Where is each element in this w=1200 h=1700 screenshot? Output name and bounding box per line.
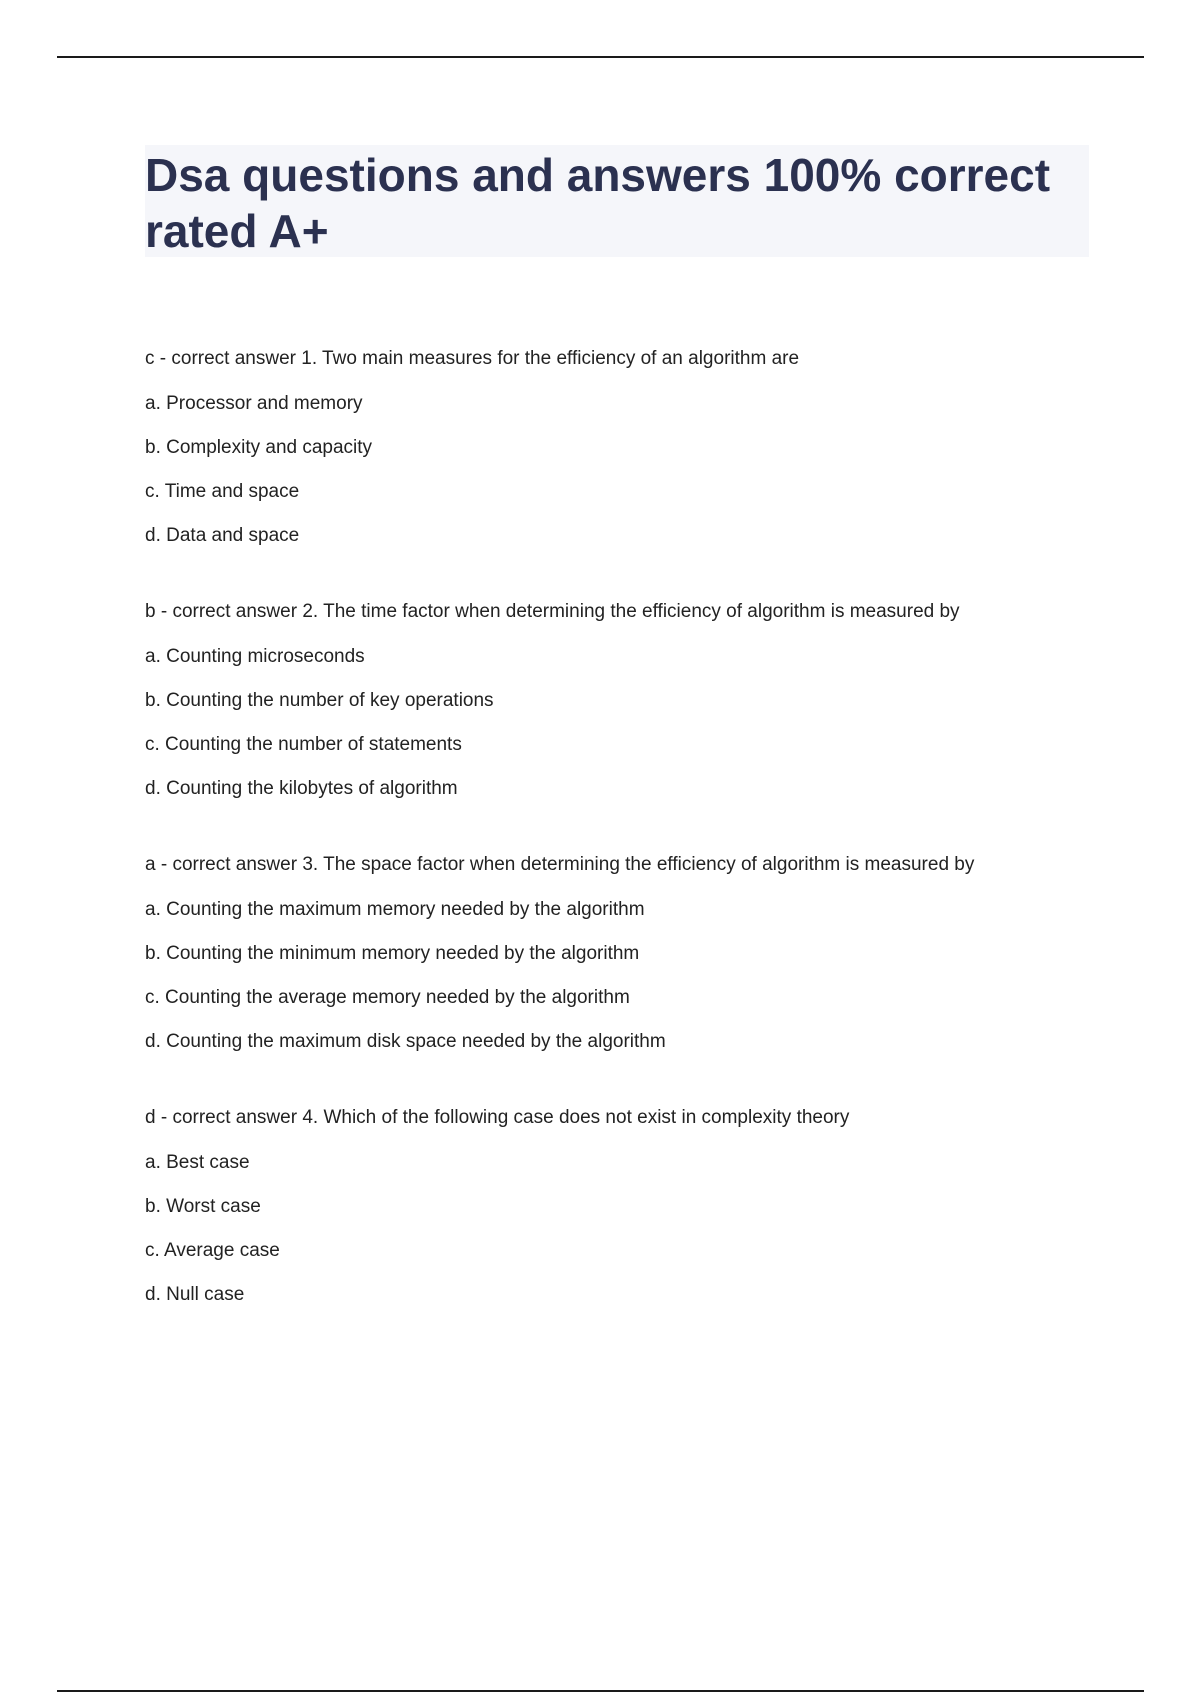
answer-option: b. Complexity and capacity (145, 437, 373, 458)
question-block (145, 852, 1125, 1055)
answer-option: d. Data and space (145, 525, 300, 546)
question-prompt: c - correct answer 1. Two main measures for the efficiency of an algorithm are (145, 348, 800, 369)
answer-option: a. Counting microseconds (145, 646, 365, 667)
question-block (145, 1105, 1125, 1308)
question-list (145, 346, 1125, 1358)
bottom-rule (57, 1690, 1144, 1692)
top-rule (57, 56, 1144, 58)
question-block (145, 346, 1125, 549)
answer-option: c. Average case (145, 1240, 280, 1261)
question-prompt: a - correct answer 3. The space factor when determining the efficiency of algorithm is measured by (145, 854, 975, 875)
question-block (145, 599, 1125, 802)
answer-option: c. Counting the average memory needed by the algorithm (145, 987, 630, 1008)
answer-option: c. Time and space (145, 481, 300, 502)
document-title: Dsa questions and answers 100% correct rated A+ (145, 149, 1051, 257)
answer-option: a. Best case (145, 1152, 250, 1173)
answer-option: b. Counting the number of key operations (145, 690, 494, 711)
answer-option: c. Counting the number of statements (145, 734, 462, 755)
answer-option: d. Counting the maximum disk space needed by the algorithm (145, 1031, 666, 1052)
question-prompt: d - correct answer 4. Which of the following case does not exist in complexity theory (145, 1107, 850, 1128)
answer-option: a. Processor and memory (145, 393, 363, 414)
answer-option: a. Counting the maximum memory needed by the algorithm (145, 899, 645, 920)
question-prompt: b - correct answer 2. The time factor when determining the efficiency of algorithm is measured by (145, 601, 960, 622)
answer-option: d. Null case (145, 1284, 245, 1305)
answer-option: b. Counting the minimum memory needed by the algorithm (145, 943, 640, 964)
title-banner (145, 145, 1089, 257)
answer-option: b. Worst case (145, 1196, 261, 1217)
answer-option: d. Counting the kilobytes of algorithm (145, 778, 458, 799)
